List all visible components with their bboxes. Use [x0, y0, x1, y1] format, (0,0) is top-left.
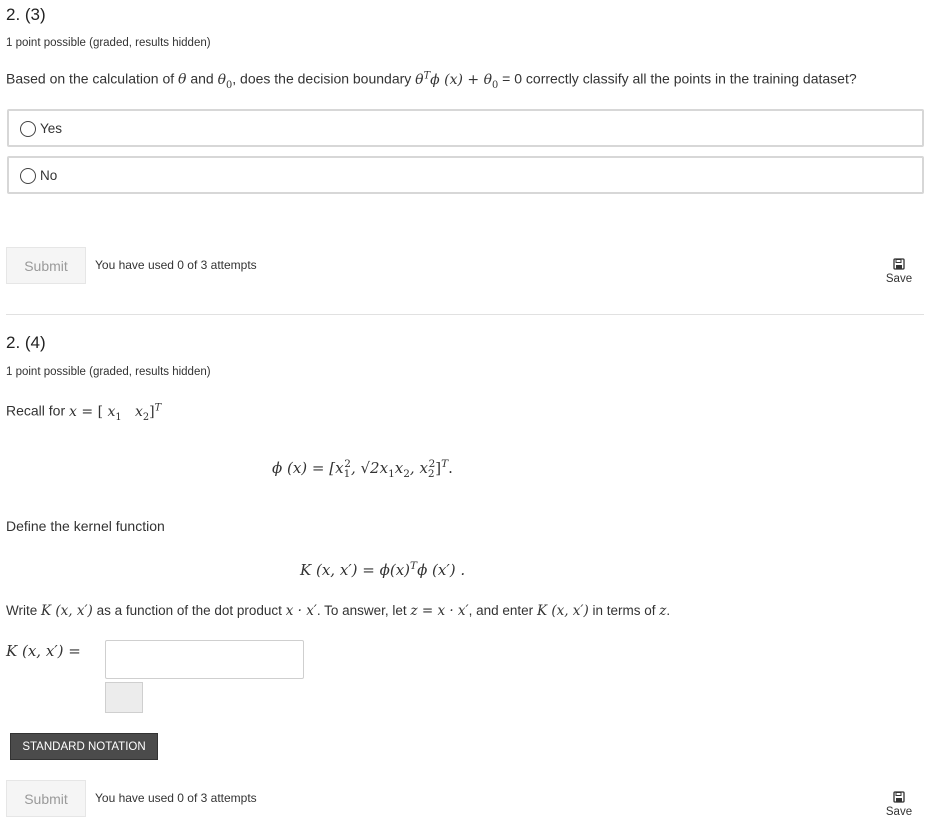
save-icon: [893, 791, 905, 803]
question-3-points: 1 point possible (graded, results hidden): [6, 37, 211, 49]
question-4-title: 2. (4): [6, 333, 46, 352]
question-4-points: 1 point possible (graded, results hidden): [6, 366, 211, 378]
define-kernel-text: Define the kernel function: [6, 518, 165, 534]
recall-line: Recall for x = [ $x_1$ $x_2]^T$: [6, 402, 162, 423]
choice-no-label: No: [40, 168, 58, 183]
write-instruction: Write K (x, x′) as a function of the dot product x · x′. To answer, let z = x · x′, and enter K (x, x′) in terms of z.: [6, 603, 671, 619]
standard-notation-button[interactable]: STANDARD NOTATION: [10, 733, 158, 760]
attempts-q3: You have used 0 of 3 attempts: [95, 258, 257, 272]
choice-yes-label: Yes: [40, 121, 63, 136]
attempts-q4: You have used 0 of 3 attempts: [95, 791, 257, 805]
save-button-q4[interactable]: [880, 791, 918, 818]
save-label-q4: Save: [885, 806, 913, 818]
phi-equation: ϕ $(x) = [x_1^2$, $√2x_1x_2$, $x_2^2]^T$.: [272, 458, 453, 480]
radio-no[interactable]: [20, 168, 36, 184]
submit-button-q3[interactable]: Submit: [6, 247, 86, 284]
answer-label: K (x, x′) =: [6, 642, 81, 660]
question-3-title: 2. (3): [6, 5, 46, 24]
math-preview-box: [105, 682, 143, 713]
save-button-q3[interactable]: [880, 258, 918, 285]
choice-no[interactable]: [7, 156, 924, 194]
question-3-prompt: Based on the calculation of θ and $\theta_0$, does the decision boundary $\theta^T\phi$ $(x) + \theta_0 = 0$ correctly classify all the points in the training dataset?: [6, 70, 857, 91]
section-divider: [6, 314, 924, 315]
answer-input[interactable]: [105, 640, 304, 679]
save-icon: [893, 258, 905, 270]
submit-button-q4[interactable]: Submit: [6, 780, 86, 817]
choice-yes[interactable]: [7, 109, 924, 147]
radio-yes[interactable]: [20, 121, 36, 137]
kernel-equation: K (x, $x') = \phi(x)^T\phi$ (x′) .: [300, 560, 466, 579]
save-label-q3: Save: [885, 273, 913, 285]
